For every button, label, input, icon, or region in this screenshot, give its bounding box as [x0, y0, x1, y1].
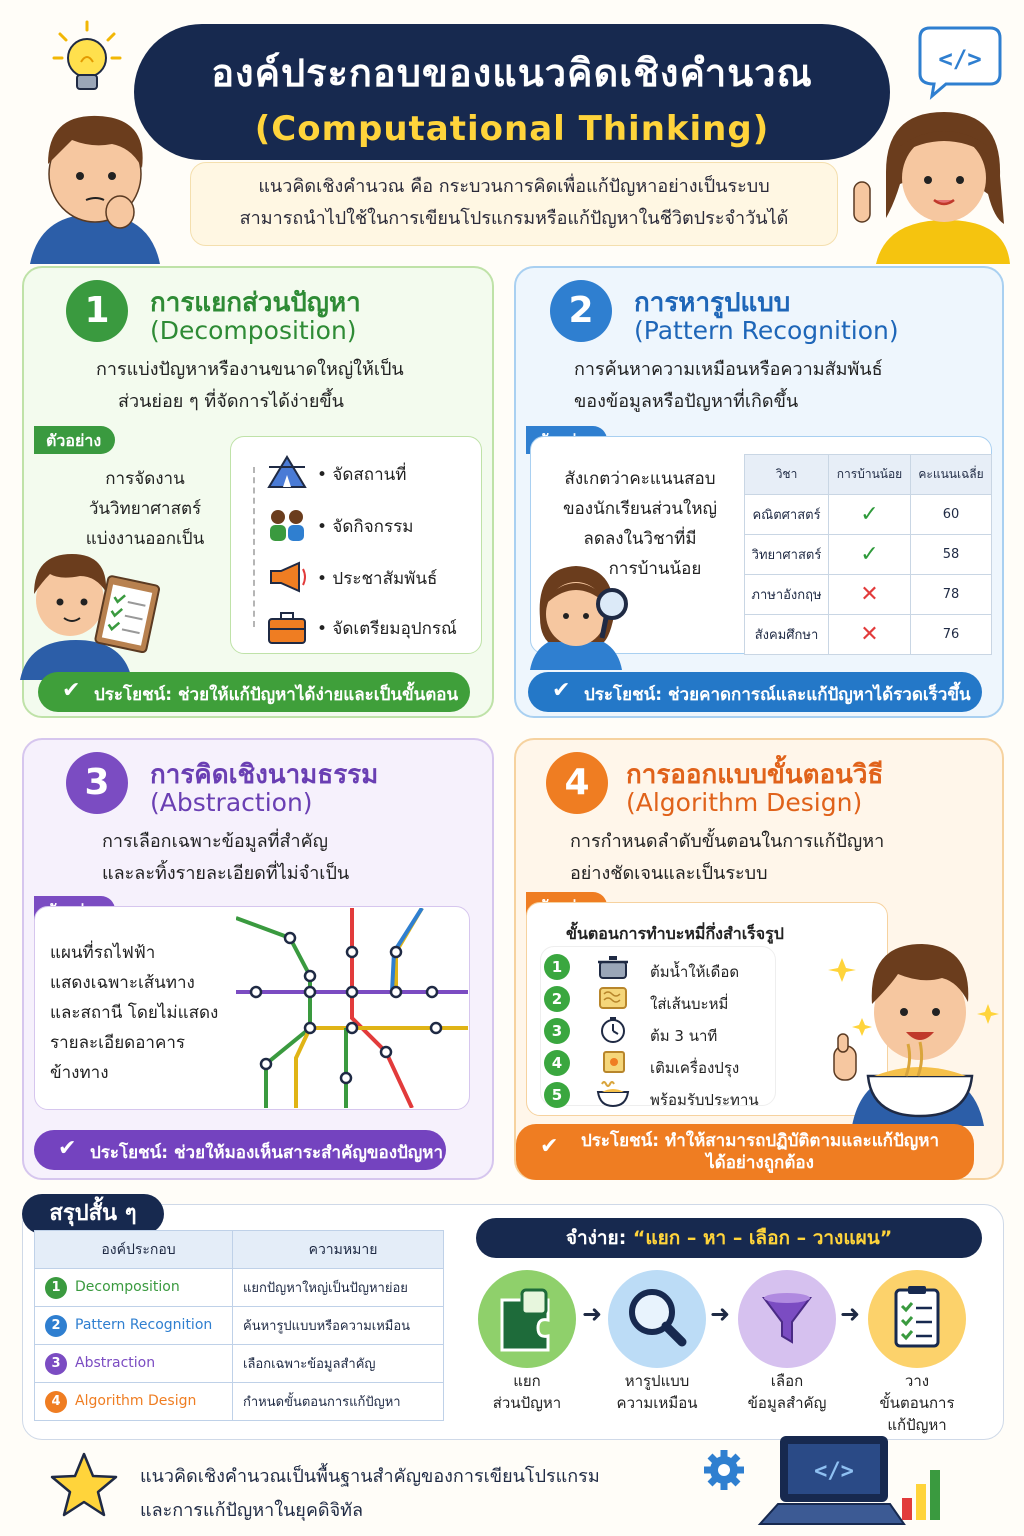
- step-number: 1: [544, 954, 570, 980]
- step-text: ใส่เส้นบะหมี่: [650, 995, 729, 1013]
- flow-label: [852, 1370, 982, 1436]
- memo-banner: [476, 1218, 982, 1258]
- table-row: [35, 1269, 444, 1307]
- flow-label: [722, 1370, 852, 1414]
- intro-box: [190, 162, 838, 246]
- benefit-text: ประโยชน์: ช่วยให้แก้ปัญหาได้ง่ายและเป็นขั้นตอน: [94, 685, 459, 705]
- checklist-icon: [868, 1270, 966, 1368]
- row-number: 3: [45, 1353, 67, 1375]
- card-description: [96, 354, 404, 418]
- component-cell: [35, 1307, 233, 1345]
- example-line: แบ่งงานออกเป็น: [85, 529, 205, 549]
- card-number-1: 1: [66, 280, 128, 342]
- table-row: [35, 1345, 444, 1383]
- check-icon: ✓: [829, 495, 911, 535]
- check-icon: ✔: [58, 1136, 77, 1161]
- flow-label-line: ความเหมือน: [616, 1394, 698, 1412]
- flow-label-line: หารูปแบบ: [624, 1372, 690, 1390]
- arrow-icon: ➜: [710, 1300, 731, 1328]
- card-number-2: 2: [550, 280, 612, 342]
- table-row: [745, 495, 992, 535]
- card-decomposition: [22, 266, 494, 718]
- girl-pointing-illustration: [846, 102, 1010, 264]
- intro-line-1: แนวคิดเชิงคำนวณ คือ กระบวนการคิดเพื่อแก้ปัญหาอย่างเป็นระบบ: [258, 176, 770, 197]
- page-subtitle: (Computational Thinking): [254, 109, 770, 149]
- card-title-th: การออกแบบขั้นตอนวิธี: [626, 760, 884, 790]
- cross-icon: ✕: [829, 575, 911, 615]
- desc-line-1: การแบ่งปัญหาหรืองานขนาดใหญ่ให้เป็น: [96, 359, 404, 380]
- benefit-bar: [34, 1130, 446, 1170]
- people-icon: [265, 507, 309, 547]
- card-title-en: (Pattern Recognition): [634, 316, 899, 345]
- card-abstraction: [22, 738, 494, 1180]
- subject-cell: คณิตศาสตร์: [745, 495, 829, 535]
- title-banner: [134, 24, 890, 160]
- card-description: [574, 354, 883, 418]
- score-cell: 58: [911, 535, 992, 575]
- example-tag: ตัวอย่าง: [34, 426, 115, 454]
- example-line: แสดงเฉพาะเส้นทาง: [50, 973, 195, 993]
- table-header: คะแนนเฉลี่ย: [911, 455, 992, 495]
- card-title-th: การแยกส่วนปัญหา: [150, 288, 361, 318]
- desc-line-1: การกำหนดลำดับขั้นตอนในการแก้ปัญหา: [570, 831, 885, 852]
- component-name: Algorithm Design: [75, 1392, 197, 1409]
- card-title-en: (Abstraction): [150, 788, 313, 817]
- task-item: • จัดกิจกรรม: [317, 517, 414, 537]
- page-title: องค์ประกอบของแนวคิดเชิงคำนวณ: [211, 51, 813, 95]
- task-item: • จัดสถานที่: [317, 465, 407, 485]
- card-algorithm-design: [514, 738, 1004, 1180]
- table-row: [745, 615, 992, 655]
- table-header: องค์ประกอบ: [35, 1231, 233, 1269]
- cross-icon: ✕: [829, 615, 911, 655]
- card-pattern-recognition: [514, 266, 1004, 718]
- desc-line-1: การค้นหาความเหมือนหรือความสัมพันธ์: [574, 359, 883, 380]
- memo-prefix: จำง่าย:: [565, 1227, 633, 1249]
- laptop-code-icon: [756, 1432, 906, 1532]
- benefit-text: ประโยชน์: ช่วยให้มองเห็นสาระสำคัญของปัญหา: [90, 1143, 444, 1163]
- score-table: [744, 454, 992, 655]
- table-header-row: [35, 1231, 444, 1269]
- example-line: วันวิทยาศาสตร์: [88, 499, 202, 519]
- row-number: 4: [45, 1391, 67, 1413]
- card-title-th: การคิดเชิงนามธรรม: [150, 760, 379, 790]
- footer-text: [140, 1460, 600, 1528]
- magnifier-icon: [608, 1270, 706, 1368]
- step-number: 5: [544, 1082, 570, 1108]
- pot-icon: [596, 952, 630, 984]
- flow-label-line: เลือก: [770, 1372, 804, 1390]
- svg-text:</>: </>: [938, 45, 982, 73]
- noodle-bowl-icon: [596, 1078, 630, 1112]
- flow-label-line: ขั้นตอนการ: [879, 1394, 955, 1412]
- svg-text:</>: </>: [814, 1459, 854, 1484]
- flow-label-line: ส่วนปัญหา: [492, 1394, 562, 1412]
- metro-map-illustration: [236, 908, 468, 1108]
- summary-tag: สรุปสั้น ๆ: [22, 1194, 164, 1234]
- table-row: [745, 535, 992, 575]
- check-icon: ✔: [62, 678, 81, 703]
- component-name: Pattern Recognition: [75, 1316, 213, 1333]
- card-number-3: 3: [66, 752, 128, 814]
- girl-magnifier-illustration: [526, 558, 636, 670]
- meaning-cell: ค้นหารูปแบบหรือความเหมือน: [233, 1307, 444, 1345]
- funnel-icon: [738, 1270, 836, 1368]
- example-line: รายละเอียดอาคาร: [50, 1033, 186, 1053]
- table-header: วิชา: [745, 455, 829, 495]
- flow-label-line: แยก: [513, 1372, 541, 1390]
- score-cell: 78: [911, 575, 992, 615]
- card-description: [570, 826, 884, 890]
- step-number: 4: [544, 1050, 570, 1076]
- flow-label: [592, 1370, 722, 1414]
- summary-table: [34, 1230, 444, 1421]
- check-icon: ✔: [552, 678, 571, 703]
- flow-label-line: แก้ปัญหา: [887, 1416, 947, 1434]
- table-header-row: [745, 455, 992, 495]
- card-title-en: (Algorithm Design): [626, 788, 863, 817]
- footer-line: และการแก้ปัญหาในยุคดิจิทัล: [140, 1500, 364, 1521]
- desc-line-2: และละทิ้งรายละเอียดที่ไม่จำเป็น: [102, 863, 350, 884]
- table-row: [745, 575, 992, 615]
- star-icon: [48, 1450, 120, 1524]
- example-line: การบ้านน้อย: [608, 559, 702, 579]
- megaphone-icon: [265, 559, 309, 599]
- component-cell: [35, 1345, 233, 1383]
- component-name: Decomposition: [75, 1278, 180, 1295]
- benefit-text: ประโยชน์: ทำให้สามารถปฏิบัติตามและแก้ปัญหา: [581, 1131, 939, 1151]
- card-title-en: (Decomposition): [150, 316, 357, 345]
- card-title-th: การหารูปแบบ: [634, 288, 791, 318]
- tent-icon: [265, 453, 309, 493]
- score-cell: 60: [911, 495, 992, 535]
- step-text: พร้อมรับประทาน: [650, 1091, 759, 1109]
- footer-line: แนวคิดเชิงคำนวณเป็นพื้นฐานสำคัญของการเขียนโปรแกรม: [140, 1466, 600, 1487]
- check-icon: ✔: [540, 1134, 559, 1159]
- lightbulb-icon: [52, 20, 122, 100]
- desc-line-2: ของข้อมูลหรือปัญหาที่เกิดขึ้น: [574, 391, 799, 412]
- row-number: 2: [45, 1315, 67, 1337]
- card-description: [102, 826, 349, 890]
- memo-quote: “แยก – หา – เลือก – วางแผน”: [632, 1227, 893, 1249]
- subject-cell: วิทยาศาสตร์: [745, 535, 829, 575]
- table-row: [35, 1307, 444, 1345]
- noodle-block-icon: [596, 984, 630, 1016]
- table-header: ความหมาย: [233, 1231, 444, 1269]
- puzzle-icon: [478, 1270, 576, 1368]
- subject-cell: สังคมศึกษา: [745, 615, 829, 655]
- example-line: แผนที่รถไฟฟ้า: [50, 943, 156, 963]
- row-number: 1: [45, 1277, 67, 1299]
- decomposition-list-box: [230, 436, 482, 654]
- example-title: ขั้นตอนการทำบะหมี่กึ่งสำเร็จรูป: [566, 924, 784, 943]
- flow-label-line: วาง: [904, 1372, 930, 1390]
- example-line: สังเกตว่าคะแนนสอบ: [564, 469, 716, 489]
- example-text: [70, 464, 220, 554]
- gear-icon: [700, 1446, 748, 1498]
- table-row: [35, 1383, 444, 1421]
- desc-line-2: อย่างชัดเจนและเป็นระบบ: [570, 863, 768, 884]
- step-number: 3: [544, 1018, 570, 1044]
- benefit-bar: [38, 672, 470, 712]
- example-text: [50, 938, 240, 1088]
- example-line: และสถานี โดยไม่แสดง: [50, 1003, 219, 1023]
- flow-label-line: ข้อมูลสำคัญ: [747, 1394, 827, 1412]
- task-item: • จัดเตรียมอุปกรณ์: [317, 619, 457, 639]
- task-item: • ประชาสัมพันธ์: [317, 569, 438, 589]
- component-name: Abstraction: [75, 1354, 156, 1371]
- example-line: ของนักเรียนส่วนใหญ่: [562, 499, 718, 519]
- component-cell: [35, 1383, 233, 1421]
- benefit-bar: [528, 672, 982, 712]
- meaning-cell: เลือกเฉพาะข้อมูลสำคัญ: [233, 1345, 444, 1383]
- example-line: ลดลงในวิชาที่มี: [583, 529, 697, 549]
- meaning-cell: กำหนดขั้นตอนการแก้ปัญหา: [233, 1383, 444, 1421]
- score-cell: 76: [911, 615, 992, 655]
- flow-label: [462, 1370, 592, 1414]
- table-header: การบ้านน้อย: [829, 455, 911, 495]
- arrow-icon: ➜: [582, 1300, 603, 1328]
- subject-cell: ภาษาอังกฤษ: [745, 575, 829, 615]
- boy-clipboard-illustration: [14, 550, 164, 680]
- seasoning-packet-icon: [596, 1048, 630, 1080]
- benefit-bar: [516, 1124, 974, 1180]
- step-number: 2: [544, 986, 570, 1012]
- toolbox-icon: [265, 609, 309, 649]
- example-line: ข้างทาง: [50, 1063, 109, 1083]
- intro-line-2: สามารถนำไปใช้ในการเขียนโปรแกรมหรือแก้ปัญหาในชีวิตประจำวันได้: [239, 208, 789, 229]
- example-line: การจัดงาน: [105, 469, 185, 489]
- tree-connector: [253, 467, 255, 627]
- benefit-text: ประโยชน์: ช่วยคาดการณ์และแก้ปัญหาได้รวดเร็วขึ้น: [584, 685, 971, 705]
- bar-chart-icon: [900, 1462, 948, 1526]
- step-text: ต้ม 3 นาที: [650, 1027, 718, 1045]
- desc-line-2: ส่วนย่อย ๆ ที่จัดการได้ง่ายขึ้น: [118, 391, 344, 412]
- step-text: ต้มน้ำให้เดือด: [650, 963, 740, 981]
- check-icon: ✓: [829, 535, 911, 575]
- boy-noodle-illustration: [812, 926, 1006, 1126]
- timer-icon: [596, 1016, 630, 1048]
- desc-line-1: การเลือกเฉพาะข้อมูลที่สำคัญ: [102, 831, 328, 852]
- code-bubble-icon: [916, 24, 1004, 100]
- meaning-cell: แยกปัญหาใหญ่เป็นปัญหาย่อย: [233, 1269, 444, 1307]
- card-number-4: 4: [546, 752, 608, 814]
- benefit-text: ได้อย่างถูกต้อง: [706, 1153, 814, 1173]
- arrow-icon: ➜: [840, 1300, 861, 1328]
- step-text: เติมเครื่องปรุง: [650, 1059, 740, 1077]
- component-cell: [35, 1269, 233, 1307]
